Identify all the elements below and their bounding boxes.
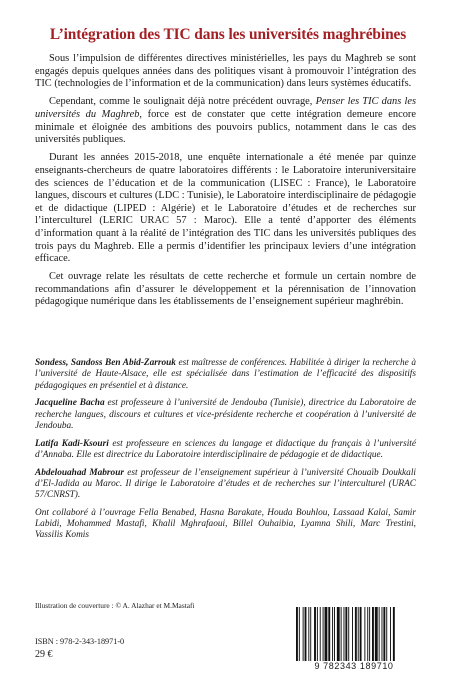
previous-book-title: Penser les TIC dans les universités du Maghreb [35, 96, 416, 120]
barcode-bar [303, 607, 304, 661]
barcode-bar [348, 607, 349, 661]
author-name: Abdelouahad Mabrour [35, 467, 124, 478]
author-bios [35, 358, 416, 548]
summary-paragraph-2 [35, 96, 416, 146]
barcode-bars [290, 605, 418, 661]
barcode-bar [369, 607, 370, 661]
barcode-bar [360, 607, 362, 661]
barcode-bar [341, 607, 342, 661]
summary-paragraph-2-end: , force est de constater que cette intégration demeure encore minimale et éloignée des ambitions des pouvoirs publics, notamment dans le cas des universités publiques. [35, 108, 416, 146]
barcode-bar [383, 607, 385, 661]
barcode-bar [375, 607, 378, 661]
barcode-bar [372, 607, 374, 661]
barcode-bar [337, 607, 340, 661]
author-bio [35, 358, 416, 392]
barcode-digits: 9 782343 189710 [290, 661, 418, 671]
author-name: Latifa Kadi-Ksouri [35, 438, 109, 449]
barcode-bar [352, 607, 353, 661]
barcode-bar [296, 607, 298, 661]
barcode-bar [314, 607, 316, 661]
barcode-bar [334, 607, 335, 661]
cover-illustration-credit: Illustration de couverture : © A. Alazhar et M.Mastafi [35, 601, 195, 610]
author-bio [35, 398, 416, 432]
barcode-bar [393, 607, 395, 661]
author-description: est professeure en sciences du langage et didactique du français à l’université d’Annaba. Elle est directrice du Laboratoire interdisciplinaire de pédagogie et de didactique. [35, 438, 416, 460]
price: 29 € [35, 649, 53, 660]
summary-paragraph-4: Cet ouvrage relate les résultats de cette recherche et formule un certain nombre de recommandations afin d’assurer le développement et la pérennisation de l’innovation pédagogique numérique dans les établissements de l’enseignement supérieur maghrébin. [35, 271, 416, 308]
barcode-bar [299, 607, 300, 661]
isbn: ISBN : 978-2-343-18971-0 [35, 637, 125, 646]
barcode-bar [328, 607, 330, 661]
collaborators: Ont collaboré à l’ouvrage Fella Benabed, Hasna Barakate, Houda Bouhlou, Lassaad Kalai, Samir Labidi, Mohammed Mastafi, Khalil Mghrafaoui, Billel Ouhaibia, Lyamna Shili, Marc Trestini, Vassilis Komis [35, 507, 416, 541]
barcode-bar [344, 607, 345, 661]
barcode-bar [317, 607, 318, 661]
barcode-bar [390, 607, 391, 661]
summary-paragraph-1: Sous l’impulsion de différentes directives ministérielles, les pays du Maghreb se sont engagés depuis quelques années dans des politiques visant à promouvoir l’intégration des TIC (technologies de l’information et de la communication) dans leurs systèmes éducatifs. [35, 53, 416, 90]
author-description: est maîtresse de conférences. Habilitée à diriger la recherche à l’université de Haute-Alsace, elle est spécialisée dans l’estimation de l’efficacité des dispositifs pédagogiques en présentiel et à distance. [35, 358, 416, 391]
summary-text [35, 53, 416, 315]
summary-paragraph-2-start: Cependant, comme le soulignait déjà notre précédent ouvrage, [49, 96, 316, 108]
author-name: Jacqueline Bacha [35, 398, 105, 409]
author-bio [35, 468, 416, 502]
barcode-bar [367, 607, 368, 661]
book-title: L’intégration des TIC dans les universités maghrébines [49, 26, 407, 43]
author-bio [35, 439, 416, 462]
barcode-bar [325, 607, 328, 661]
barcode-bar [386, 607, 387, 661]
barcode-bar [323, 607, 324, 661]
author-name: Sondess, Sandoss Ben Abid-Zarrouk [35, 358, 176, 368]
barcode-bar [358, 607, 359, 661]
barcode-bar [382, 607, 383, 661]
barcode-bar [320, 607, 321, 661]
barcode-bar [305, 607, 307, 661]
barcode-bar [310, 607, 311, 661]
barcode-bar [364, 607, 365, 661]
barcode-bar [355, 607, 357, 661]
barcode-bar [379, 607, 380, 661]
barcode-bar [345, 607, 347, 661]
barcode-bar [308, 607, 309, 661]
summary-paragraph-3: Durant les années 2015-2018, une enquête internationale a été menée par quinze enseignants-chercheurs de quatre laboratoires différents : le Laboratoire interuniversitaire des sciences de l’éducation et de la communication (LISEC : France), le Laboratoire langues, discours et cultures (LDC : Tunisie), le Laboratoire interdisciplinaire de pédagogie et de didactique (LIPED : Algérie) et le Laboratoire d’études et de recherches sur l’interculturel (LERIC URAC 57 : Maroc). Elle a tenté d’apporter des éléments d’information quant à la réalité de l’intégration des TIC dans les universités publiques des trois pays du Maghreb. Elle a permis d’identifier les principaux leviers d’une intégration efficace. [35, 152, 416, 265]
isbn-barcode [290, 605, 418, 673]
author-description: est professeur de l’enseignement supérieur à l’université Chouaïb Doukkali d’El-Jadida au Maroc. Il dirige le Laboratoire d’études et de recherches sur l’interculturel (URAC 57/CNRST). [35, 467, 416, 501]
author-description: est professeure à l’université de Jendouba (Tunisie), directrice du Laboratoire de recherche langues, discours et cultures et vice-présidente recherche et coopération à l’université de Jendouba. [35, 398, 416, 431]
barcode-bar [332, 607, 333, 661]
